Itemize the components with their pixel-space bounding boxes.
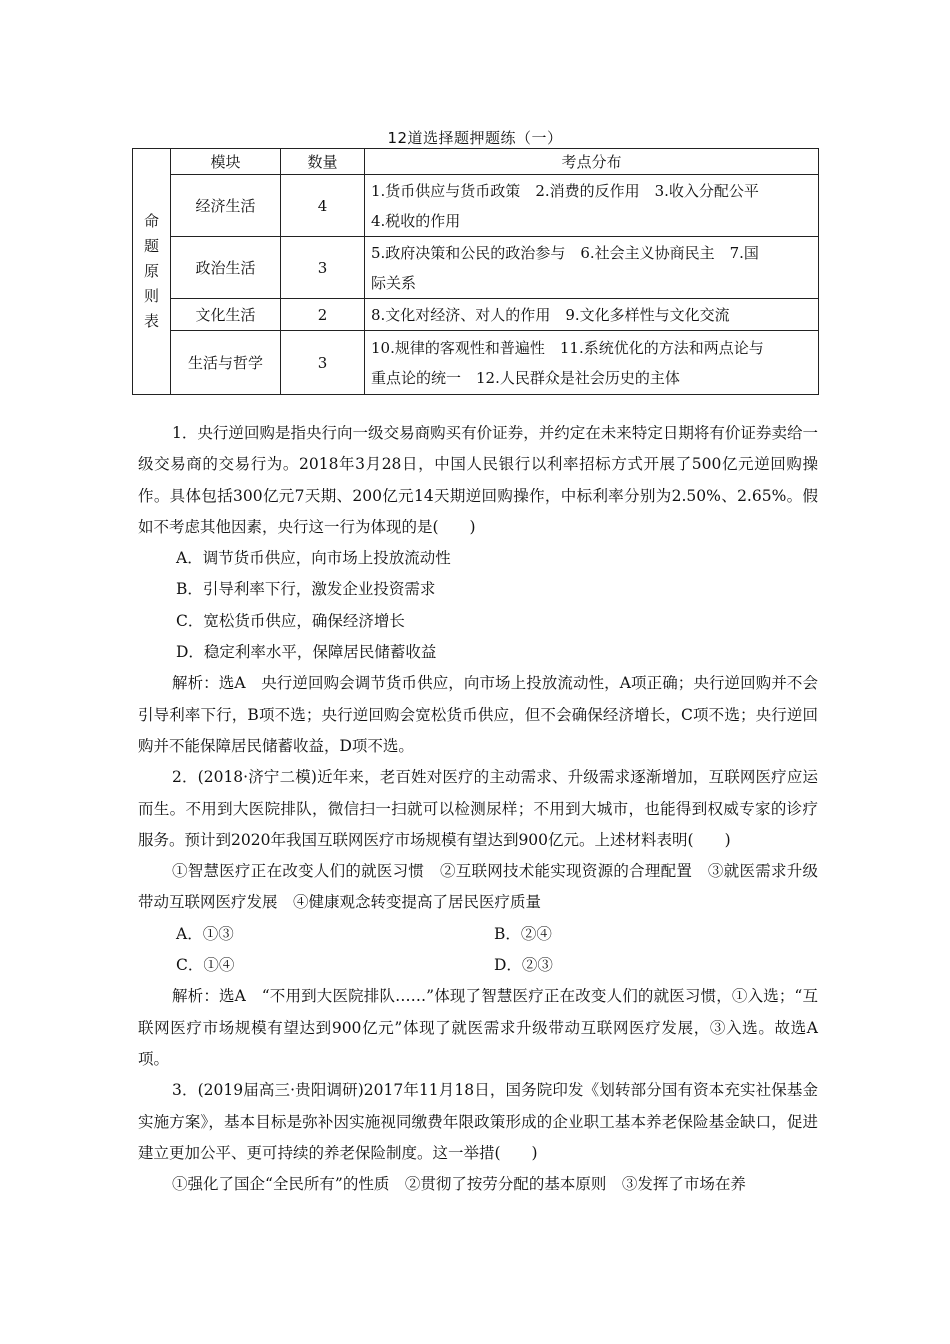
row-points: 5.政府决策和公民的政治参与 6.社会主义协商民主 7.国 际关系 — [365, 237, 819, 299]
page-title: 12道选择题押题练（一） — [387, 129, 563, 147]
q1-option-d: D．稳定利率水平，保障居民储蓄收益 — [176, 643, 437, 662]
q1-option-a: A．调节货币供应，向市场上投放流动性 — [176, 549, 451, 568]
table-header-row — [133, 149, 819, 175]
q1-option-b: B．引导利率下行，激发企业投资需求 — [176, 580, 436, 599]
q1-option-c: C．宽松货币供应，确保经济增长 — [176, 611, 405, 630]
table-row — [133, 299, 819, 331]
row-points: 1.货币供应与货币政策 2.消费的反作用 3.收入分配公平 4.税收的作用 — [365, 175, 819, 237]
table-row — [133, 331, 819, 395]
table-row — [133, 175, 819, 237]
proposition-principle-table — [132, 148, 819, 395]
q2-analysis: 解析：选A “不用到大医院排队……”体现了智慧医疗正在改变人们的就医习惯，①入选；“互联网医疗市场规模有望达到900亿元”体现了就医需求升级带动互联网医疗发展，③入选。故选A项。 — [138, 987, 818, 1068]
row-points: 10.规律的客观性和普遍性 11.系统优化的方法和两点论与 重点论的统一 12.人民群众是社会历史的主体 — [365, 331, 819, 395]
q2-option-d: D．②③ — [494, 956, 553, 975]
q2-stem: 2．(2018·济宁二模)近年来，老百姓对医疗的主动需求、升级需求逐渐增加，互联网医疗应运而生。不用到大医院排队，微信扫一扫就可以检测尿样；不用到大城市，也能得到权威专家的诊疗服务。预计到2020年我国互联网医疗市场规模有望达到900亿元。上述材料表明( ) — [138, 768, 818, 849]
q2-option-b: B．②④ — [494, 924, 552, 943]
row-module: 经济生活 — [171, 175, 281, 237]
table-side-label: 命 题 原 则 表 — [133, 149, 171, 395]
q2-option-c: C．①④ — [176, 956, 235, 975]
q3-stem: 3．(2019届高三·贵阳调研)2017年11月18日，国务院印发《划转部分国有资本充实社保基金实施方案》，基本目标是弥补因实施视同缴费年限政策形成的企业职工基本养老保险基金缺口，促进建立更加公平、更可持续的养老保险制度。这一举措( ) — [138, 1081, 818, 1162]
header-points: 考点分布 — [365, 149, 819, 175]
q2-options-row-1 — [138, 919, 818, 950]
row-module: 政治生活 — [171, 237, 281, 299]
q2-statements: ①智慧医疗正在改变人们的就医习惯 ②互联网技术能实现资源的合理配置 ③就医需求升级带动互联网医疗发展 ④健康观念转变提高了居民医疗质量 — [138, 862, 818, 912]
row-module: 文化生活 — [171, 299, 281, 331]
header-module: 模块 — [171, 149, 281, 175]
table-row — [133, 237, 819, 299]
header-count: 数量 — [281, 149, 365, 175]
row-module: 生活与哲学 — [171, 331, 281, 395]
q1-stem: 1．央行逆回购是指央行向一级交易商购买有价证券，并约定在未来特定日期将有价证券卖给一级交易商的交易行为。2018年3月28日，中国人民银行以利率招标方式开展了500亿元逆回购操作。具体包括300亿元7天期、200亿元14天期逆回购操作，中标利率分别为2.50%、2.65%。假如不考虑其他因素，央行这一行为体现的是( ) — [138, 424, 818, 536]
q2-options-row-2 — [138, 950, 818, 981]
row-points: 8.文化对经济、对人的作用 9.文化多样性与文化交流 — [365, 299, 819, 331]
row-count: 2 — [281, 299, 365, 331]
q1-analysis: 解析：选A 央行逆回购会调节货币供应，向市场上投放流动性，A项正确；央行逆回购并不会引导利率下行，B项不选；央行逆回购会宽松货币供应，但不会确保经济增长，C项不选；央行逆回购并不能保障居民储蓄收益，D项不选。 — [138, 674, 818, 755]
row-count: 3 — [281, 237, 365, 299]
row-count: 3 — [281, 331, 365, 395]
q3-statements: ①强化了国企“全民所有”的性质 ②贯彻了按劳分配的基本原则 ③发挥了市场在养 — [172, 1175, 746, 1194]
q2-option-a: A．①③ — [176, 924, 234, 943]
row-count: 4 — [281, 175, 365, 237]
question-content — [138, 418, 818, 1200]
